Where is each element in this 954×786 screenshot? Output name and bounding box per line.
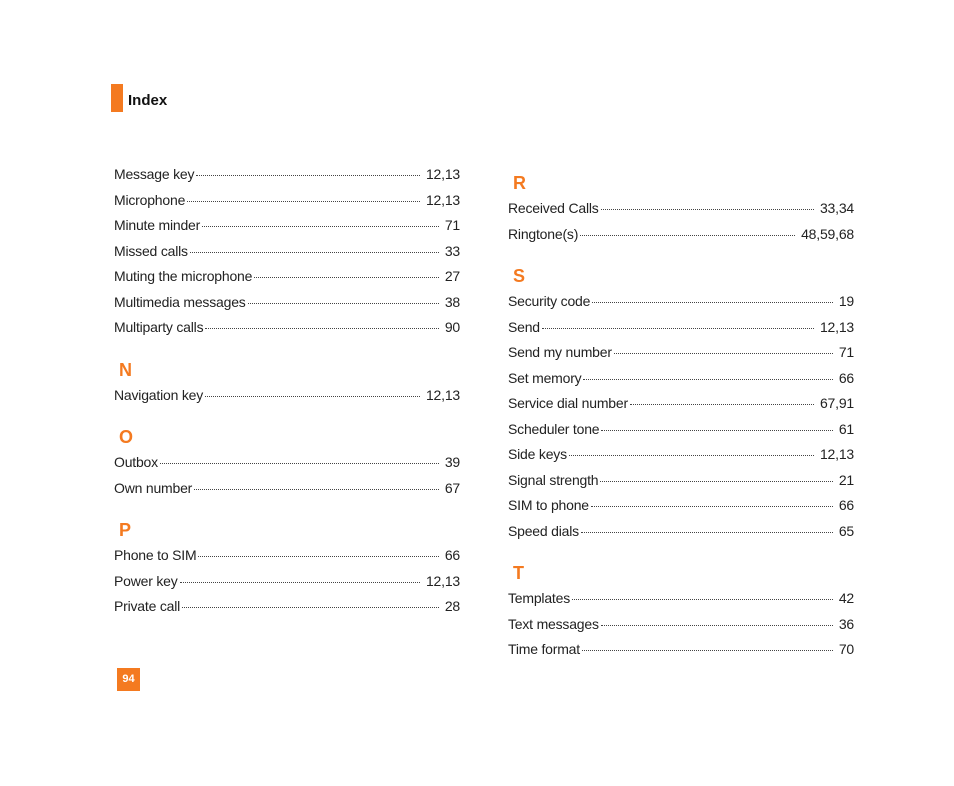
dot-leader: [601, 209, 814, 210]
index-entry: [114, 319, 460, 345]
index-entry: [508, 370, 854, 396]
dot-leader: [569, 455, 814, 456]
dot-leader: [600, 481, 832, 482]
dot-leader: [581, 532, 833, 533]
entry-page: 67,91: [819, 395, 854, 411]
dot-leader: [194, 489, 439, 490]
entry-term: Text messages: [508, 615, 599, 632]
index-entry: [508, 523, 854, 549]
entry-page: 90: [444, 319, 460, 335]
entry-page: 71: [838, 344, 854, 360]
entry-term: Navigation key: [114, 386, 204, 403]
entry-page: 12,13: [425, 386, 460, 403]
index-entry: [508, 421, 854, 447]
index-entry: [114, 243, 460, 269]
entry-term: Templates: [508, 590, 571, 606]
index-entry: [114, 166, 460, 192]
dot-leader: [160, 463, 439, 464]
dot-leader: [592, 302, 833, 303]
entry-page: 66: [444, 547, 460, 563]
dot-leader: [202, 226, 439, 227]
dot-leader: [190, 252, 439, 253]
index-entry: [508, 590, 854, 616]
entry-term: Power key: [114, 572, 178, 589]
dot-leader: [601, 430, 832, 431]
index-column-right: [508, 166, 854, 667]
entry-term: SIM to phone: [508, 497, 589, 513]
dot-leader: [187, 201, 420, 202]
dot-leader: [182, 607, 439, 608]
header-accent-bar: [111, 84, 123, 112]
entry-term: Missed calls: [114, 242, 188, 259]
entry-page: 12,13: [425, 191, 460, 208]
entry-page: 66: [838, 369, 854, 386]
entry-term: Own number: [114, 479, 193, 496]
entry-page: 28: [444, 598, 460, 614]
index-entry: [114, 268, 460, 294]
entry-page: 12,13: [425, 166, 460, 182]
entry-term: Received Calls: [508, 200, 599, 216]
entry-term: Service dial number: [508, 395, 628, 411]
entry-page: 12,13: [425, 572, 460, 589]
index-section: [114, 420, 460, 505]
index-entry: [508, 472, 854, 498]
index-entry: [114, 598, 460, 624]
entry-page: 67: [444, 479, 460, 496]
entry-term: Message key: [114, 166, 195, 182]
dot-leader: [205, 396, 420, 397]
dot-leader: [542, 328, 814, 329]
section-letter: R: [513, 173, 526, 193]
index-entry: [508, 319, 854, 345]
section-letter: T: [513, 563, 524, 583]
entry-term: Send my number: [508, 344, 612, 360]
entry-page: 70: [838, 641, 854, 657]
index-entry: [508, 293, 854, 319]
page-title: Index: [128, 92, 168, 109]
index-entry: [114, 192, 460, 218]
entry-term: Side keys: [508, 446, 567, 462]
entry-page: 33,34: [819, 200, 854, 216]
dot-leader: [198, 556, 438, 557]
index-section: [114, 513, 460, 624]
index-section: [508, 259, 854, 548]
dot-leader: [614, 353, 833, 354]
index-entry: [508, 446, 854, 472]
index-section: [508, 556, 854, 667]
dot-leader: [601, 625, 833, 626]
entry-term: Muting the microphone: [114, 268, 253, 284]
entry-term: Ringtone(s): [508, 225, 579, 242]
entry-term: Phone to SIM: [114, 547, 197, 563]
dot-leader: [254, 277, 439, 278]
index-section: [114, 166, 460, 345]
entry-page: 71: [444, 217, 460, 233]
index-entry: [508, 344, 854, 370]
section-letter: O: [119, 427, 134, 447]
index-entry: [508, 616, 854, 642]
index-column-left: [114, 166, 460, 624]
entry-page: 21: [838, 471, 854, 488]
entry-term: Multimedia messages: [114, 293, 246, 310]
entry-term: Signal strength: [508, 471, 599, 488]
index-entry: [114, 573, 460, 599]
index-section: [508, 166, 854, 251]
section-letter: P: [119, 520, 132, 540]
entry-page: 38: [444, 293, 460, 310]
dot-leader: [580, 235, 795, 236]
index-entry: [114, 294, 460, 320]
entry-term: Outbox: [114, 454, 158, 470]
dot-leader: [582, 650, 833, 651]
section-letter: S: [513, 266, 526, 286]
entry-page: 36: [838, 615, 854, 632]
entry-page: 65: [838, 522, 854, 539]
entry-page: 48,59,68: [801, 225, 854, 242]
index-entry: [114, 217, 460, 243]
entry-page: 12,13: [819, 446, 854, 462]
entry-term: Speed dials: [508, 522, 579, 539]
dot-leader: [591, 506, 833, 507]
entry-page: 61: [838, 420, 854, 437]
entry-term: Microphone: [114, 191, 186, 208]
entry-term: Send: [508, 318, 540, 335]
entry-page: 12,13: [819, 318, 854, 335]
dot-leader: [630, 404, 814, 405]
entry-page: 19: [838, 293, 854, 309]
dot-leader: [196, 175, 420, 176]
entry-term: Time format: [508, 641, 580, 657]
entry-page: 42: [838, 590, 854, 606]
index-section: [114, 353, 460, 413]
index-entry: [508, 497, 854, 523]
dot-leader: [180, 582, 420, 583]
dot-leader: [572, 599, 833, 600]
index-entry: [508, 641, 854, 667]
index-entry: [508, 226, 854, 252]
section-letter: N: [119, 359, 132, 380]
index-entry: [508, 200, 854, 226]
entry-page: 39: [444, 454, 460, 470]
index-entry: [114, 387, 460, 413]
entry-term: Security code: [508, 293, 591, 309]
entry-term: Set memory: [508, 369, 582, 386]
index-entry: [114, 547, 460, 573]
entry-term: Scheduler tone: [508, 420, 600, 437]
entry-term: Multiparty calls: [114, 319, 204, 335]
dot-leader: [583, 379, 832, 380]
page-number-badge: 94: [117, 668, 140, 691]
dot-leader: [248, 303, 439, 304]
entry-page: 33: [444, 242, 460, 259]
entry-term: Minute minder: [114, 217, 201, 233]
entry-page: 66: [838, 497, 854, 513]
index-entry: [114, 454, 460, 480]
index-entry: [114, 480, 460, 506]
index-entry: [508, 395, 854, 421]
entry-term: Private call: [114, 598, 181, 614]
dot-leader: [205, 328, 438, 329]
entry-page: 27: [444, 268, 460, 284]
